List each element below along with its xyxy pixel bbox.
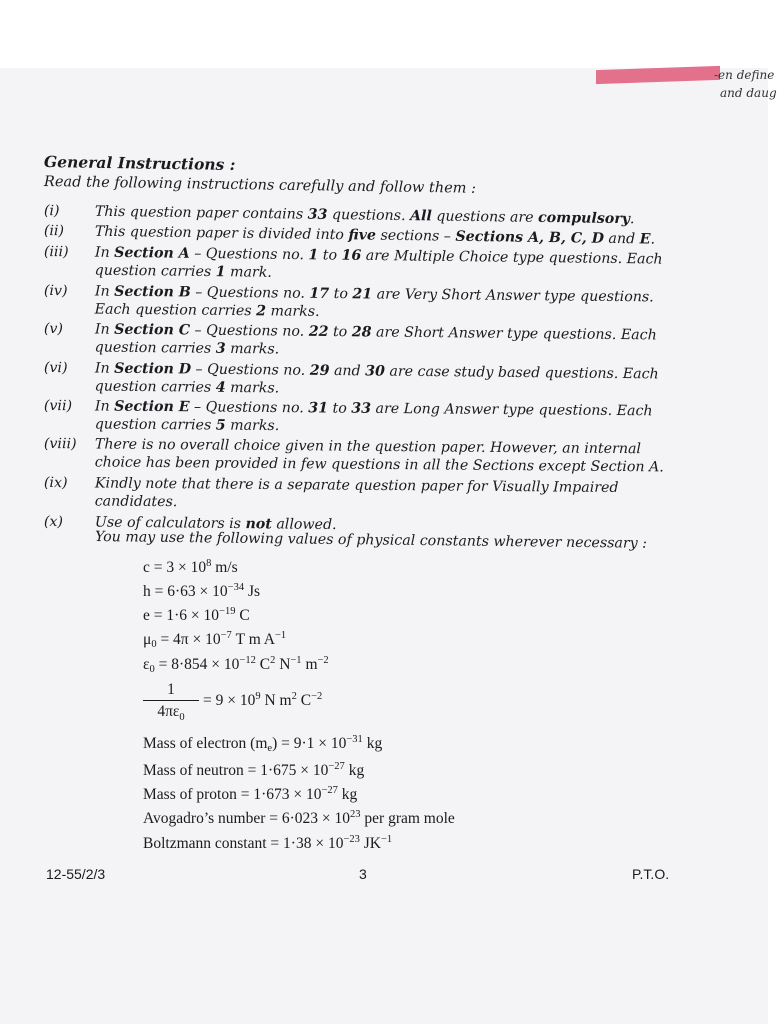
- corner-overlap-text: [714, 66, 777, 102]
- constant-line: $h = 6\cdot 63 \times 10^{-34}$ Js: [143, 582, 261, 600]
- instruction-number: (iv): [43, 282, 68, 300]
- instruction-text: In Section E – Questions no. 31 to 33 are Long Answer type questions. Each question carries 5 marks.: [94, 398, 653, 435]
- instruction-number: (vii): [43, 397, 73, 415]
- constant-line: $e = 1\cdot 6 \times 10^{-19}$ C: [143, 606, 250, 624]
- instruction-number: (ix): [43, 474, 68, 492]
- constant-line: $c = 3 \times 10^8$ m/s: [143, 558, 238, 576]
- instruction-text: This question paper is divided into five sections – Sections A, B, C, D and E.: [94, 223, 656, 248]
- pto-label: P.T.O.: [632, 866, 670, 882]
- constant-line: Mass of proton = $1\cdot 673 \times 10^{-27}$ kg: [143, 785, 358, 803]
- page-number: 3: [359, 866, 367, 882]
- constant-line: Avogadro’s number = $6\cdot 023 \times 10^{23}$ per gram mole: [143, 809, 455, 827]
- instruction-text: In Section D – Questions no. 29 and 30 are case study based questions. Each question carries 4 marks.: [94, 360, 659, 397]
- instruction-number: (x): [43, 513, 64, 531]
- instruction-text: In Section B – Questions no. 17 to 21 are Very Short Answer type questions. Each question carries 2 marks.: [94, 283, 654, 320]
- constants-intro: You may use the following values of physical constants wherever necessary :: [94, 529, 648, 552]
- instruction-number: (iii): [43, 243, 69, 261]
- instruction-number: (vi): [43, 359, 68, 377]
- instruction-text: In Section C – Questions no. 22 to 28 are Short Answer type questions. Each question carries 3 marks.: [94, 321, 657, 358]
- instruction-number: (ii): [43, 222, 65, 240]
- coulomb-constant-fraction: [143, 681, 199, 721]
- fraction-numerator: 1: [167, 681, 175, 698]
- constant-line: Boltzmann constant = $1\cdot 38 \times 10^{-23}$ $JK^{-1}$: [143, 834, 393, 852]
- corner-line-1: ‑en define: [714, 68, 775, 82]
- constant-line: $\mu_0 = 4\pi \times 10^{-7}$ T m $A^{-1}$: [143, 630, 287, 650]
- instruction-text: There is no overall choice given in the question paper. However, an internal choice has been provided in few questions in all the Sections except Section A.: [94, 436, 664, 476]
- constant-line: Mass of electron $(m_e) = 9\cdot 1 \times 10^{-31}$ kg: [143, 734, 383, 754]
- instruction-text: Kindly note that there is a separate question paper for Visually Impaired candidates.: [94, 475, 619, 511]
- instruction-text: This question paper contains 33 questions. All questions are compulsory.: [94, 203, 635, 228]
- coulomb-constant-value: = $9 \times 10^9$ N $m^2$ $C^{-2}$: [203, 691, 323, 709]
- instructions-intro: Read the following instructions carefully and follow them :: [43, 174, 477, 197]
- instruction-number: (v): [43, 320, 64, 338]
- corner-line-2: and daug: [720, 86, 777, 100]
- fraction-den-sub: 0: [179, 712, 185, 723]
- instruction-text: Use of calculators is not allowed.: [94, 514, 337, 534]
- instruction-number: (i): [43, 202, 60, 220]
- fraction-den-text: 4πε: [157, 703, 180, 720]
- instruction-text: In Section A – Questions no. 1 to 16 are Multiple Choice type questions. Each question carries 1 mark.: [94, 244, 663, 281]
- general-instructions-heading: General Instructions :: [43, 152, 236, 175]
- paper-code: 12-55/2/3: [46, 866, 106, 882]
- instruction-number: (viii): [43, 435, 77, 453]
- constant-line: Mass of neutron = $1\cdot 675 \times 10^{-27}$ kg: [143, 761, 365, 779]
- fraction-bar: [143, 700, 199, 701]
- fraction-denominator: [143, 703, 199, 721]
- constant-line: $\varepsilon_0 = 8\cdot 854 \times 10^{-12}$ $C^2$ $N^{-1}$ $m^{-2}$: [143, 655, 329, 675]
